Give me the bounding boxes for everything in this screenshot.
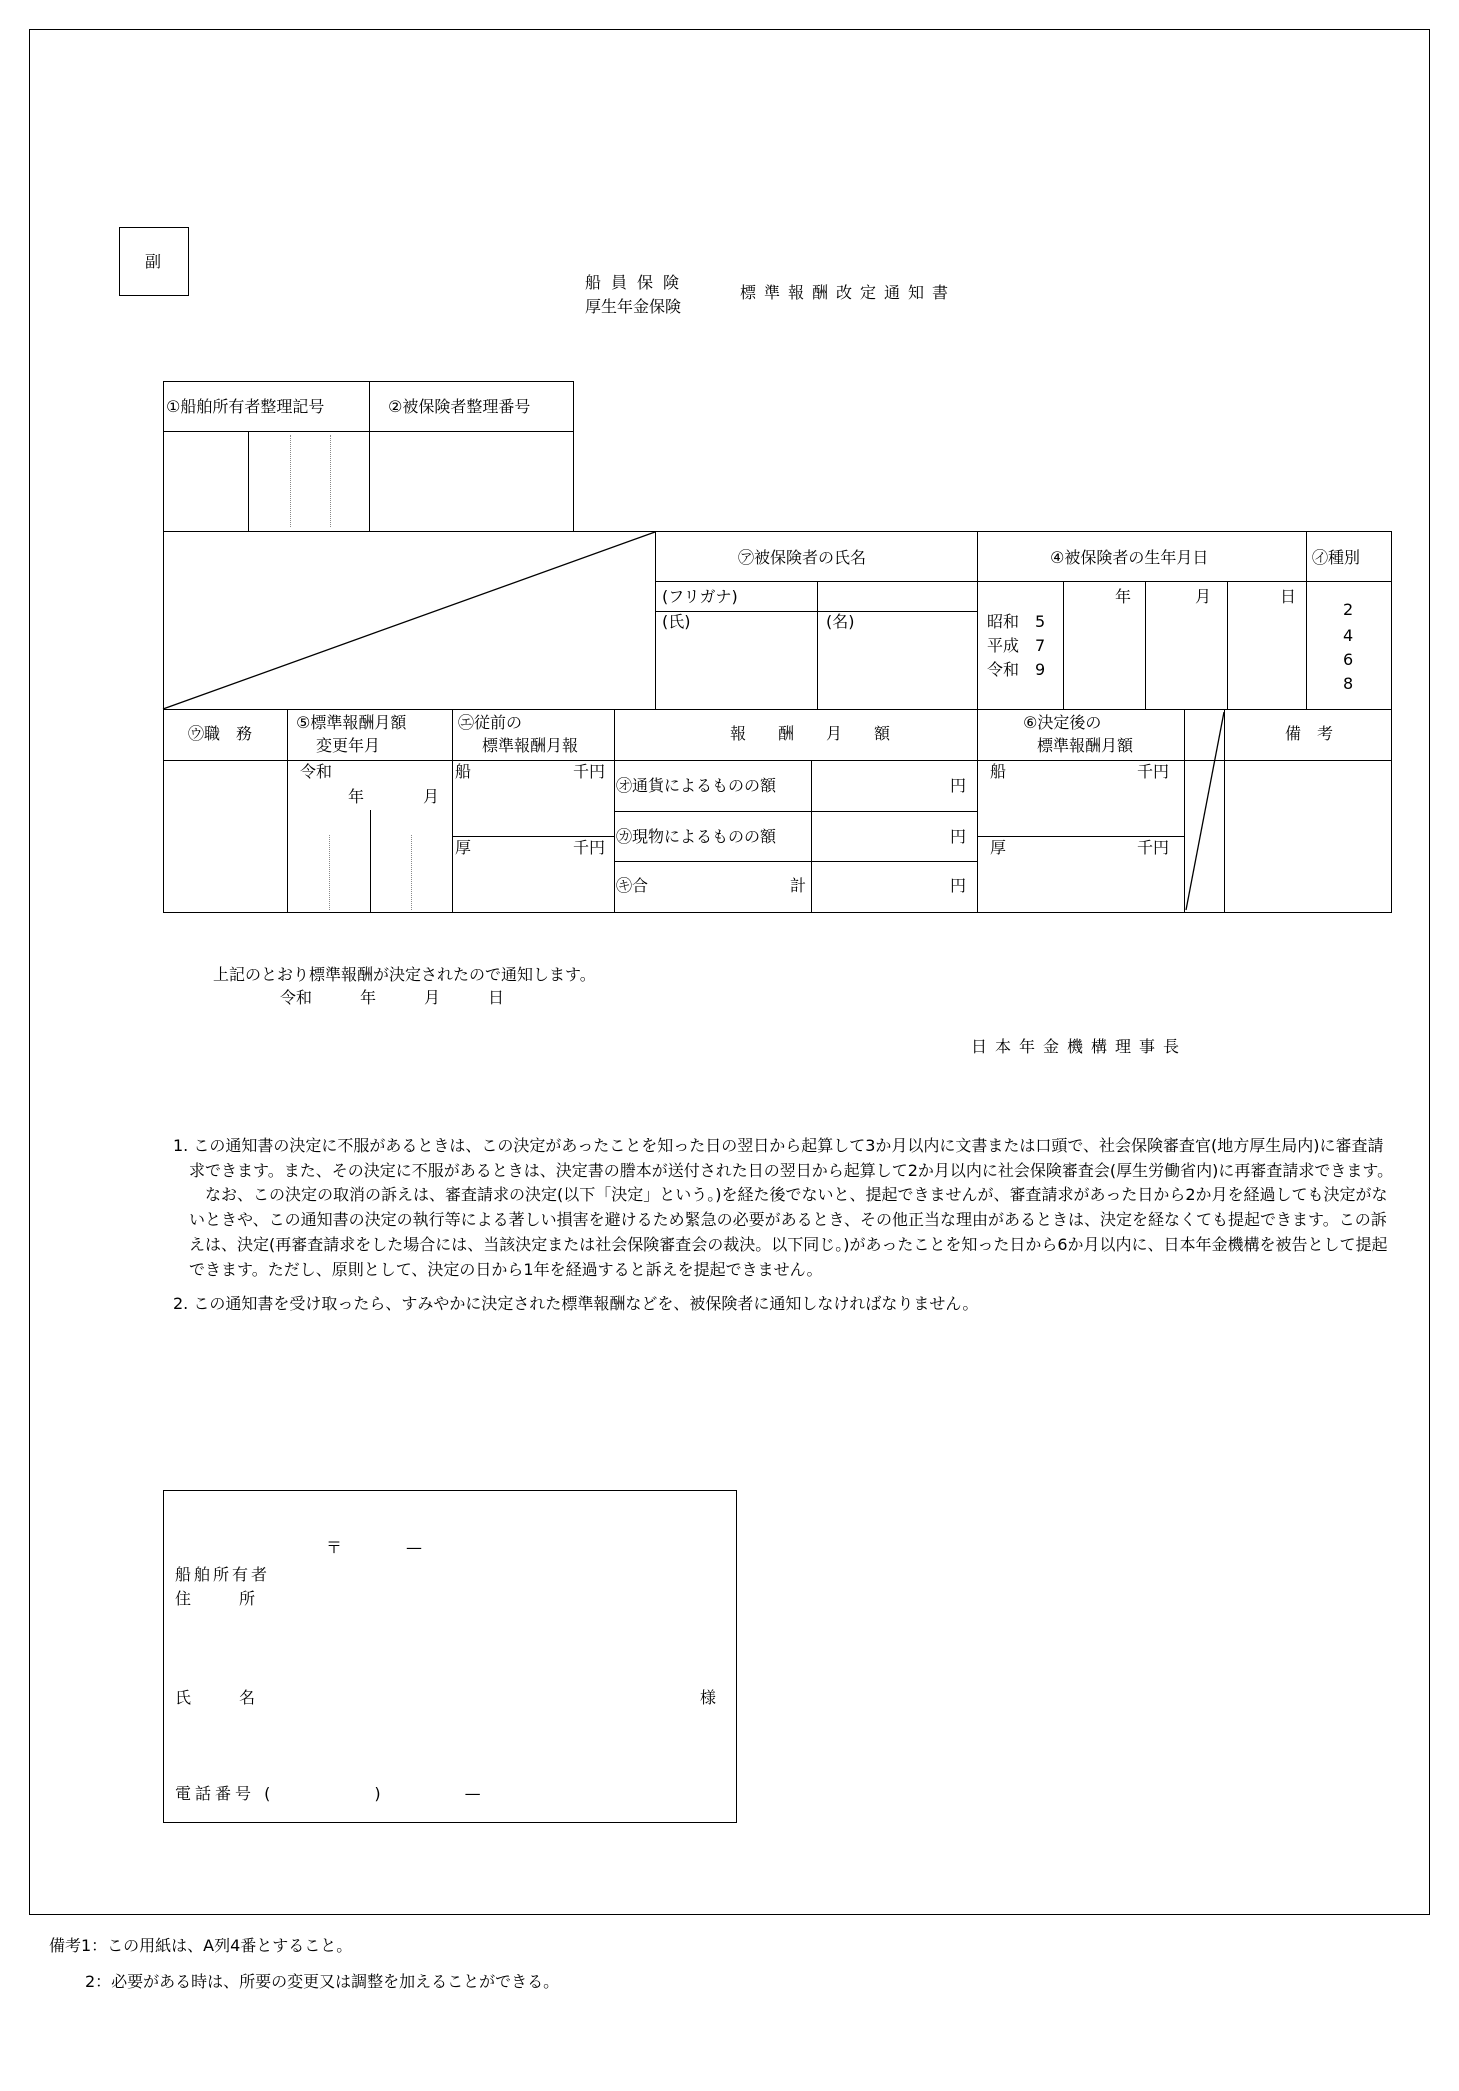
furigana-label: (フリガナ) bbox=[662, 587, 738, 606]
currency-unit: 円 bbox=[950, 776, 967, 795]
after-header: ⑥決定後の bbox=[1023, 713, 1102, 732]
postal-code: 〒 — bbox=[326, 1538, 423, 1557]
after-kosei: 厚 bbox=[990, 838, 1007, 857]
birth-header: ④被保険者の生年月日 bbox=[1050, 548, 1209, 567]
type-code: 2 bbox=[1343, 600, 1354, 619]
total-label: ㋖合 bbox=[616, 876, 649, 895]
total-unit: 円 bbox=[950, 876, 967, 895]
remarks-header: 備 考 bbox=[1285, 724, 1334, 743]
address-label: 住 所 bbox=[175, 1589, 256, 1608]
after-kosei-unit: 千円 bbox=[1137, 838, 1170, 857]
type-code: 6 bbox=[1343, 650, 1354, 669]
change-era: 令和 bbox=[300, 762, 333, 781]
era-showa: 昭和 5 bbox=[987, 612, 1046, 631]
birth-year-label: 年 bbox=[1115, 587, 1132, 606]
surname-label: (氏) bbox=[662, 612, 691, 631]
page-title: 標準報酬改定通知書 bbox=[740, 283, 957, 302]
footnote-2: 2：必要がある時は、所要の変更又は調整を加えることができる。 bbox=[85, 1972, 560, 1991]
previous-header-2: 標準報酬月報 bbox=[482, 736, 579, 755]
owner-code-label: ①船舶所有者整理記号 bbox=[166, 397, 325, 416]
era-reiwa: 令和 9 bbox=[987, 660, 1046, 679]
note-1-continued: なお、この決定の取消の訴えは、審査請求の決定(以下「決定」という。)を経た後でないと、提起できませんが、審査請求があった日から2か月を経過しても決定がないときや、この通知書の決定の執行等による著しい損害を避けるため緊急の必要があるとき、その他正当な理由があるときは、決定を経なくても提起できます。この訴えは、決定(再審査請求をした場合には、当該決定または社会保険審査会の裁決。以下同じ。)があったことを知った日から6か月以内に、日本年金機構を被告として提起できます。ただし、原則として、決定の日から1年を経過すると訴えを提起できません。 bbox=[189, 1185, 1388, 1279]
pay-header: 報 酬 月 額 bbox=[730, 724, 899, 743]
previous-header: ㋓従前の bbox=[458, 713, 523, 732]
change-year: 年 bbox=[348, 787, 365, 806]
note-1: 1. この通知書の決定に不服があるときは、この決定があったことを知った日の翌日から起算して3か月以内に文書または口頭で、社会保険審査官(地方厚生局内)に審査請求できます。また、その決定に不服があるときは、決定書の謄本が送付された日の翌日から起算して2か月以内に社会保険審査会(厚生労働省内)に再審査請求できます。 bbox=[173, 1136, 1394, 1180]
change-month: 月 bbox=[423, 787, 440, 806]
copy-mark: 副 bbox=[145, 252, 162, 271]
in-kind-unit: 円 bbox=[950, 827, 967, 846]
address-box bbox=[163, 1490, 737, 1823]
phone-label: 電話番号 ( ) — bbox=[175, 1784, 485, 1803]
insured-number-label: ②被保険者整理番号 bbox=[388, 397, 531, 416]
owner-label: 船舶所有者 bbox=[175, 1565, 271, 1584]
prev-kosei: 厚 bbox=[455, 838, 472, 857]
notice-date: 令和 年 月 日 bbox=[280, 988, 505, 1007]
name-label: 氏 名 bbox=[175, 1688, 256, 1707]
birth-day-label: 日 bbox=[1280, 587, 1297, 606]
name-header: ㋐被保険者の氏名 bbox=[738, 548, 867, 567]
after-header-2: 標準報酬月額 bbox=[1037, 736, 1134, 755]
notes bbox=[173, 1134, 1398, 1317]
prev-kosei-unit: 千円 bbox=[573, 838, 606, 857]
era-heisei: 平成 7 bbox=[987, 636, 1046, 655]
issuer: 日本年金機構理事長 bbox=[971, 1037, 1188, 1056]
title-insurance-2: 厚生年金保険 bbox=[585, 297, 682, 316]
total-label-2: 計 bbox=[790, 876, 807, 895]
notice-text: 上記のとおり標準報酬が決定されたので通知します。 bbox=[213, 965, 596, 984]
type-code: 4 bbox=[1343, 626, 1354, 645]
given-name-label: (名) bbox=[826, 612, 855, 631]
currency-label: ㋔通貨によるものの額 bbox=[616, 776, 777, 795]
note-2: 2. この通知書を受け取ったら、すみやかに決定された標準報酬などを、被保険者に通知しなければなりません。 bbox=[173, 1294, 979, 1314]
after-ship: 船 bbox=[990, 762, 1007, 781]
change-date-header-2: 変更年月 bbox=[316, 736, 381, 755]
title-insurance-1: 船員保険 bbox=[585, 273, 690, 292]
footnote-1: 備考1：この用紙は、A列4番とすること。 bbox=[49, 1936, 353, 1955]
after-ship-unit: 千円 bbox=[1137, 762, 1170, 781]
birth-month-label: 月 bbox=[1195, 587, 1212, 606]
in-kind-label: ㋕現物によるものの額 bbox=[616, 827, 777, 846]
job-header: ㋒職 務 bbox=[188, 724, 253, 743]
prev-ship: 船 bbox=[455, 762, 472, 781]
prev-ship-unit: 千円 bbox=[573, 762, 606, 781]
honorific: 様 bbox=[700, 1688, 717, 1707]
type-header: ㋑種別 bbox=[1312, 548, 1361, 567]
change-date-header: ⑤標準報酬月額 bbox=[296, 713, 407, 732]
type-code: 8 bbox=[1343, 674, 1354, 693]
